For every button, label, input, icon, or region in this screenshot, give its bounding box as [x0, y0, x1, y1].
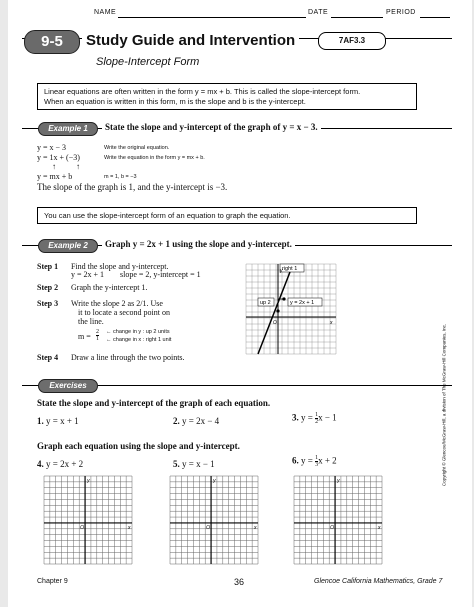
- date-line: [331, 17, 383, 18]
- step-3-text-3: the line.: [78, 317, 104, 326]
- lesson-number-badge: 9-5: [24, 30, 80, 54]
- exercises-instruction-2: Graph each equation using the slope and y-intercept.: [37, 441, 240, 451]
- example1-badge: Example 1: [38, 122, 98, 136]
- problem-6-num: 1: [315, 455, 319, 461]
- problem-5-equation: y = x − 1: [182, 459, 215, 469]
- problem-2-equation: y = 2x − 4: [182, 416, 220, 426]
- y-axis-label: y: [213, 478, 216, 484]
- problem-3-den: 2: [315, 419, 319, 425]
- example1-eq2: y = 1x + (−3): [37, 153, 80, 162]
- problem-6-number: 6.: [292, 455, 299, 466]
- intro-line-1: Linear equations are often written in the form y = mx + b. This is called the slope-intercept form.: [44, 87, 361, 96]
- example2-origin-label: O: [273, 320, 277, 326]
- example1-conclusion: The slope of the graph is 1, and the y-intercept is −3.: [37, 182, 228, 192]
- step-1-detail: y = 2x + 1 slope = 2, y-intercept = 1: [71, 270, 201, 279]
- standard-badge: 7AF3.3: [318, 32, 386, 50]
- slope-num: 2: [96, 329, 99, 335]
- example2-badge: Example 2: [38, 239, 98, 253]
- note-box: You can use the slope-intercept form of an equation to graph the equation.: [37, 207, 417, 224]
- step-2-label: Step 2: [37, 283, 59, 292]
- example1-note2: Write the equation in the form y = mx + b.: [104, 155, 205, 161]
- problem-5-number: 5.: [173, 459, 180, 469]
- problem-3-number: 3.: [292, 412, 299, 423]
- step-1-text: Find the slope and y-intercept.: [71, 262, 169, 271]
- example1-note3: m = 1, b = −3: [104, 174, 137, 180]
- period-label: PERIOD: [386, 9, 416, 16]
- graph-problem-4[interactable]: [42, 474, 134, 566]
- problem-6-eq-pre: y =: [301, 455, 316, 466]
- origin-label: O: [330, 524, 334, 531]
- problem-3-eq-pre: y =: [301, 412, 316, 423]
- footer-chapter: Chapter 9: [37, 578, 68, 585]
- x-axis-label: x: [378, 524, 381, 531]
- y-axis-label: y: [337, 478, 340, 484]
- slope-m-label: m =: [78, 332, 91, 341]
- problem-1-number: 1.: [37, 416, 44, 426]
- origin-label: O: [206, 524, 210, 531]
- footer-book-title: Glencoe California Mathematics, Grade 7: [314, 578, 443, 585]
- example2-prompt: Graph y = 2x + 1 using the slope and y-intercept.: [102, 239, 295, 249]
- example1-prompt: State the slope and y-intercept of the graph of y = x − 3.: [102, 122, 321, 132]
- slope-note-2: ← change in x : right 1 unit: [106, 337, 172, 343]
- slope-fraction: [96, 329, 99, 342]
- problem-4-number: 4.: [37, 459, 44, 469]
- example1-eq3: y = mx + b: [37, 172, 73, 181]
- step-4-text: Draw a line through the two points.: [71, 353, 185, 362]
- step-3-text: Write the slope 2 as 2/1. Use: [71, 299, 163, 308]
- problem-6-den: 3: [315, 462, 319, 468]
- problem-4-equation: y = 2x + 2: [46, 459, 84, 469]
- copyright-text: Copyright © Glencoe/McGraw-Hill, a division of The McGraw-Hill Companies, Inc.: [441, 323, 447, 487]
- intro-box: [37, 83, 417, 110]
- example1-eq1: y = x − 3: [37, 143, 67, 152]
- step-1-label: Step 1: [37, 262, 59, 271]
- example1-note1: Write the original equation.: [104, 145, 170, 151]
- period-line: [420, 17, 450, 18]
- copyright-strip: [440, 310, 448, 500]
- date-label: DATE: [308, 9, 329, 16]
- x-axis-label: x: [254, 524, 257, 531]
- step-3-label: Step 3: [37, 299, 59, 308]
- example2-x-label: x: [330, 320, 333, 326]
- slope-den: 1: [96, 336, 99, 342]
- origin-label: O: [80, 524, 84, 531]
- footer-page-number: 36: [234, 577, 245, 587]
- name-line: [118, 17, 306, 18]
- problem-3-eq-post: x − 1: [318, 412, 337, 423]
- name-label: NAME: [94, 9, 117, 16]
- y-axis-label: y: [87, 478, 90, 484]
- page-subtitle: Slope-Intercept Form: [96, 56, 200, 68]
- eq-label: y = 2x + 1: [290, 300, 315, 306]
- graph-problem-6[interactable]: [292, 474, 384, 566]
- example2-graph: [244, 262, 338, 356]
- graph-problem-5[interactable]: [168, 474, 260, 566]
- problem-6-eq-post: x + 2: [318, 455, 337, 466]
- up-label: up 2: [260, 300, 271, 306]
- slope-note-1: ← change in y : up 2 units: [106, 329, 170, 335]
- x-axis-label: x: [128, 524, 131, 531]
- example2-grid: [246, 264, 336, 354]
- exercises-badge: Exercises: [38, 379, 98, 393]
- problem-3-num: 1: [315, 412, 319, 418]
- step-4-label: Step 4: [37, 353, 59, 362]
- exercises-instruction-1: State the slope and y-intercept of the graph of each equation.: [37, 398, 271, 408]
- step-2-text: Graph the y-intercept 1.: [71, 283, 148, 292]
- problem-2-number: 2.: [173, 416, 180, 426]
- example2-line: [258, 272, 290, 354]
- example2-y-label: y: [280, 268, 283, 274]
- intro-line-2: When an equation is written in this form, m is the slope and b is the y-intercept.: [44, 97, 306, 106]
- worksheet-page: [8, 0, 472, 607]
- step-3-text-2: it to locate a second point on: [78, 308, 170, 317]
- right-label: right 1: [282, 266, 298, 272]
- page-title: Study Guide and Intervention: [82, 31, 299, 51]
- example1-arrows: ↑ ↑: [52, 162, 80, 171]
- problem-1-equation: y = x + 1: [46, 416, 79, 426]
